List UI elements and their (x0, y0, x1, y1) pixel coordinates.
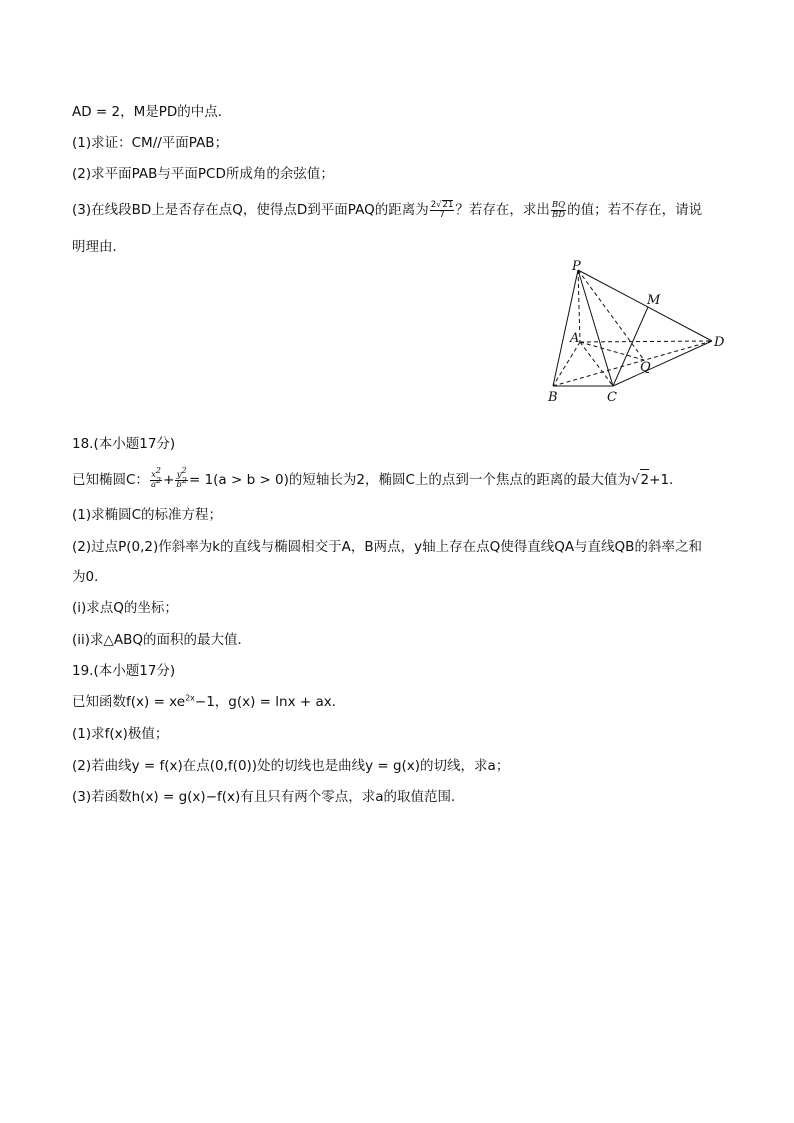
segment-AQ (580, 342, 644, 360)
label-B: B (548, 390, 558, 405)
problem17-part3-text-b: ？若存在，求出 (455, 202, 550, 218)
b-symbol: b (176, 479, 182, 490)
problem17-part2: (2)求平面PAB与平面PCD所成角的余弦值； (72, 166, 334, 182)
problem19-part1: (1)求f(x)极值； (72, 726, 169, 742)
problem19-header: 19.(本小题17分) (72, 663, 176, 679)
problem17-part1: (1)求证：CM//平面PAB； (72, 135, 229, 151)
ratio-fraction-den: BD (551, 209, 566, 220)
diagonal-AC (580, 342, 613, 386)
problem18-stem-c: +1． (649, 472, 683, 488)
a-symbol: a (150, 479, 157, 490)
problem17-continuation: AD = 2，M是PD的中点． (72, 104, 232, 120)
ratio-fraction-num: BQ (551, 199, 566, 210)
ratio-fraction (551, 201, 566, 220)
edge-PD (578, 270, 712, 341)
problem18-part-i: (i)求点Q的坐标； (72, 600, 178, 616)
label-C: C (607, 390, 617, 405)
label-P: P (572, 259, 581, 274)
problem18-part-ii: (ii)求△ABQ的面积的最大值． (72, 632, 252, 648)
diagonal-BD (553, 341, 712, 386)
distance-fraction: $\frac{2√21}{7}$ (430, 200, 454, 220)
distance-fraction-coef: 2 (430, 200, 437, 210)
sqrt-value: 2 (640, 469, 650, 490)
problem17-part3-end: 明理由． (72, 239, 126, 255)
edge-PC (578, 270, 613, 386)
problem19-part3: (3)若函数h(x) = g(x)−f(x)有且只有两个零点，求a的取值范围． (72, 789, 465, 805)
problem18-stem-b: = 1(a > b > 0)的短轴长为2，椭圆C上的点到一个焦点的距离的最大值为 (188, 472, 631, 488)
problem19-part2: (2)若曲线y = f(x)在点(0,f(0))处的切线也是曲线y = g(x)的切线，求a； (72, 758, 510, 774)
y-symbol: y (176, 469, 182, 480)
distance-fraction-den: 7 (439, 210, 445, 220)
pyramid-figure (540, 258, 730, 408)
edge-CD (613, 341, 712, 386)
label-M: M (647, 293, 661, 308)
problem18-part2-end: 为0． (72, 569, 108, 585)
ellipse-x-term: $\frac{x^2}{a^2}$ (150, 465, 162, 490)
problem17-part3-text-c: 的值；若不存在，请说 (567, 202, 703, 218)
problem18-stem-a: 已知椭圆C： (72, 472, 149, 488)
ellipse-y-term: $\frac{y^2}{b^2}$ (176, 465, 187, 490)
problem18-stem: 已知椭圆C： $\frac{x^2}{a^2}$ + $\frac{y^2}{b^2}$ = 1(a > b > 0)的短轴长为2，椭圆C上的点到一个焦点的距离的最大值为√2+1． (72, 465, 683, 490)
distance-fraction-radicand: 21 (442, 200, 454, 210)
problem19-stem-a: 已知函数f(x) = xe (72, 694, 186, 710)
label-Q: Q (640, 360, 651, 375)
problem17-part3-text-a: (3)在线段BD上是否存在点Q，使得点D到平面PAQ的距离为 (72, 202, 429, 218)
problem18-part2: (2)过点P(0,2)作斜率为k的直线与椭圆相交于A，B两点，y轴上存在点Q使得直线QA与直线QB的斜率之和 (72, 539, 702, 555)
segment-PQ (578, 270, 644, 360)
problem18-header: 18.(本小题17分) (72, 436, 176, 452)
x-symbol: x (151, 469, 156, 480)
problem19-stem (72, 692, 345, 712)
label-D: D (714, 335, 725, 350)
problem18-part1: (1)求椭圆C的标准方程； (72, 507, 223, 523)
problem17-part3 (72, 200, 702, 220)
edge-PB (553, 270, 578, 386)
label-A: A (570, 331, 580, 346)
problem19-stem-b: −1，g(x) = lnx + ax． (194, 694, 346, 710)
exponent: 2x (185, 693, 195, 703)
